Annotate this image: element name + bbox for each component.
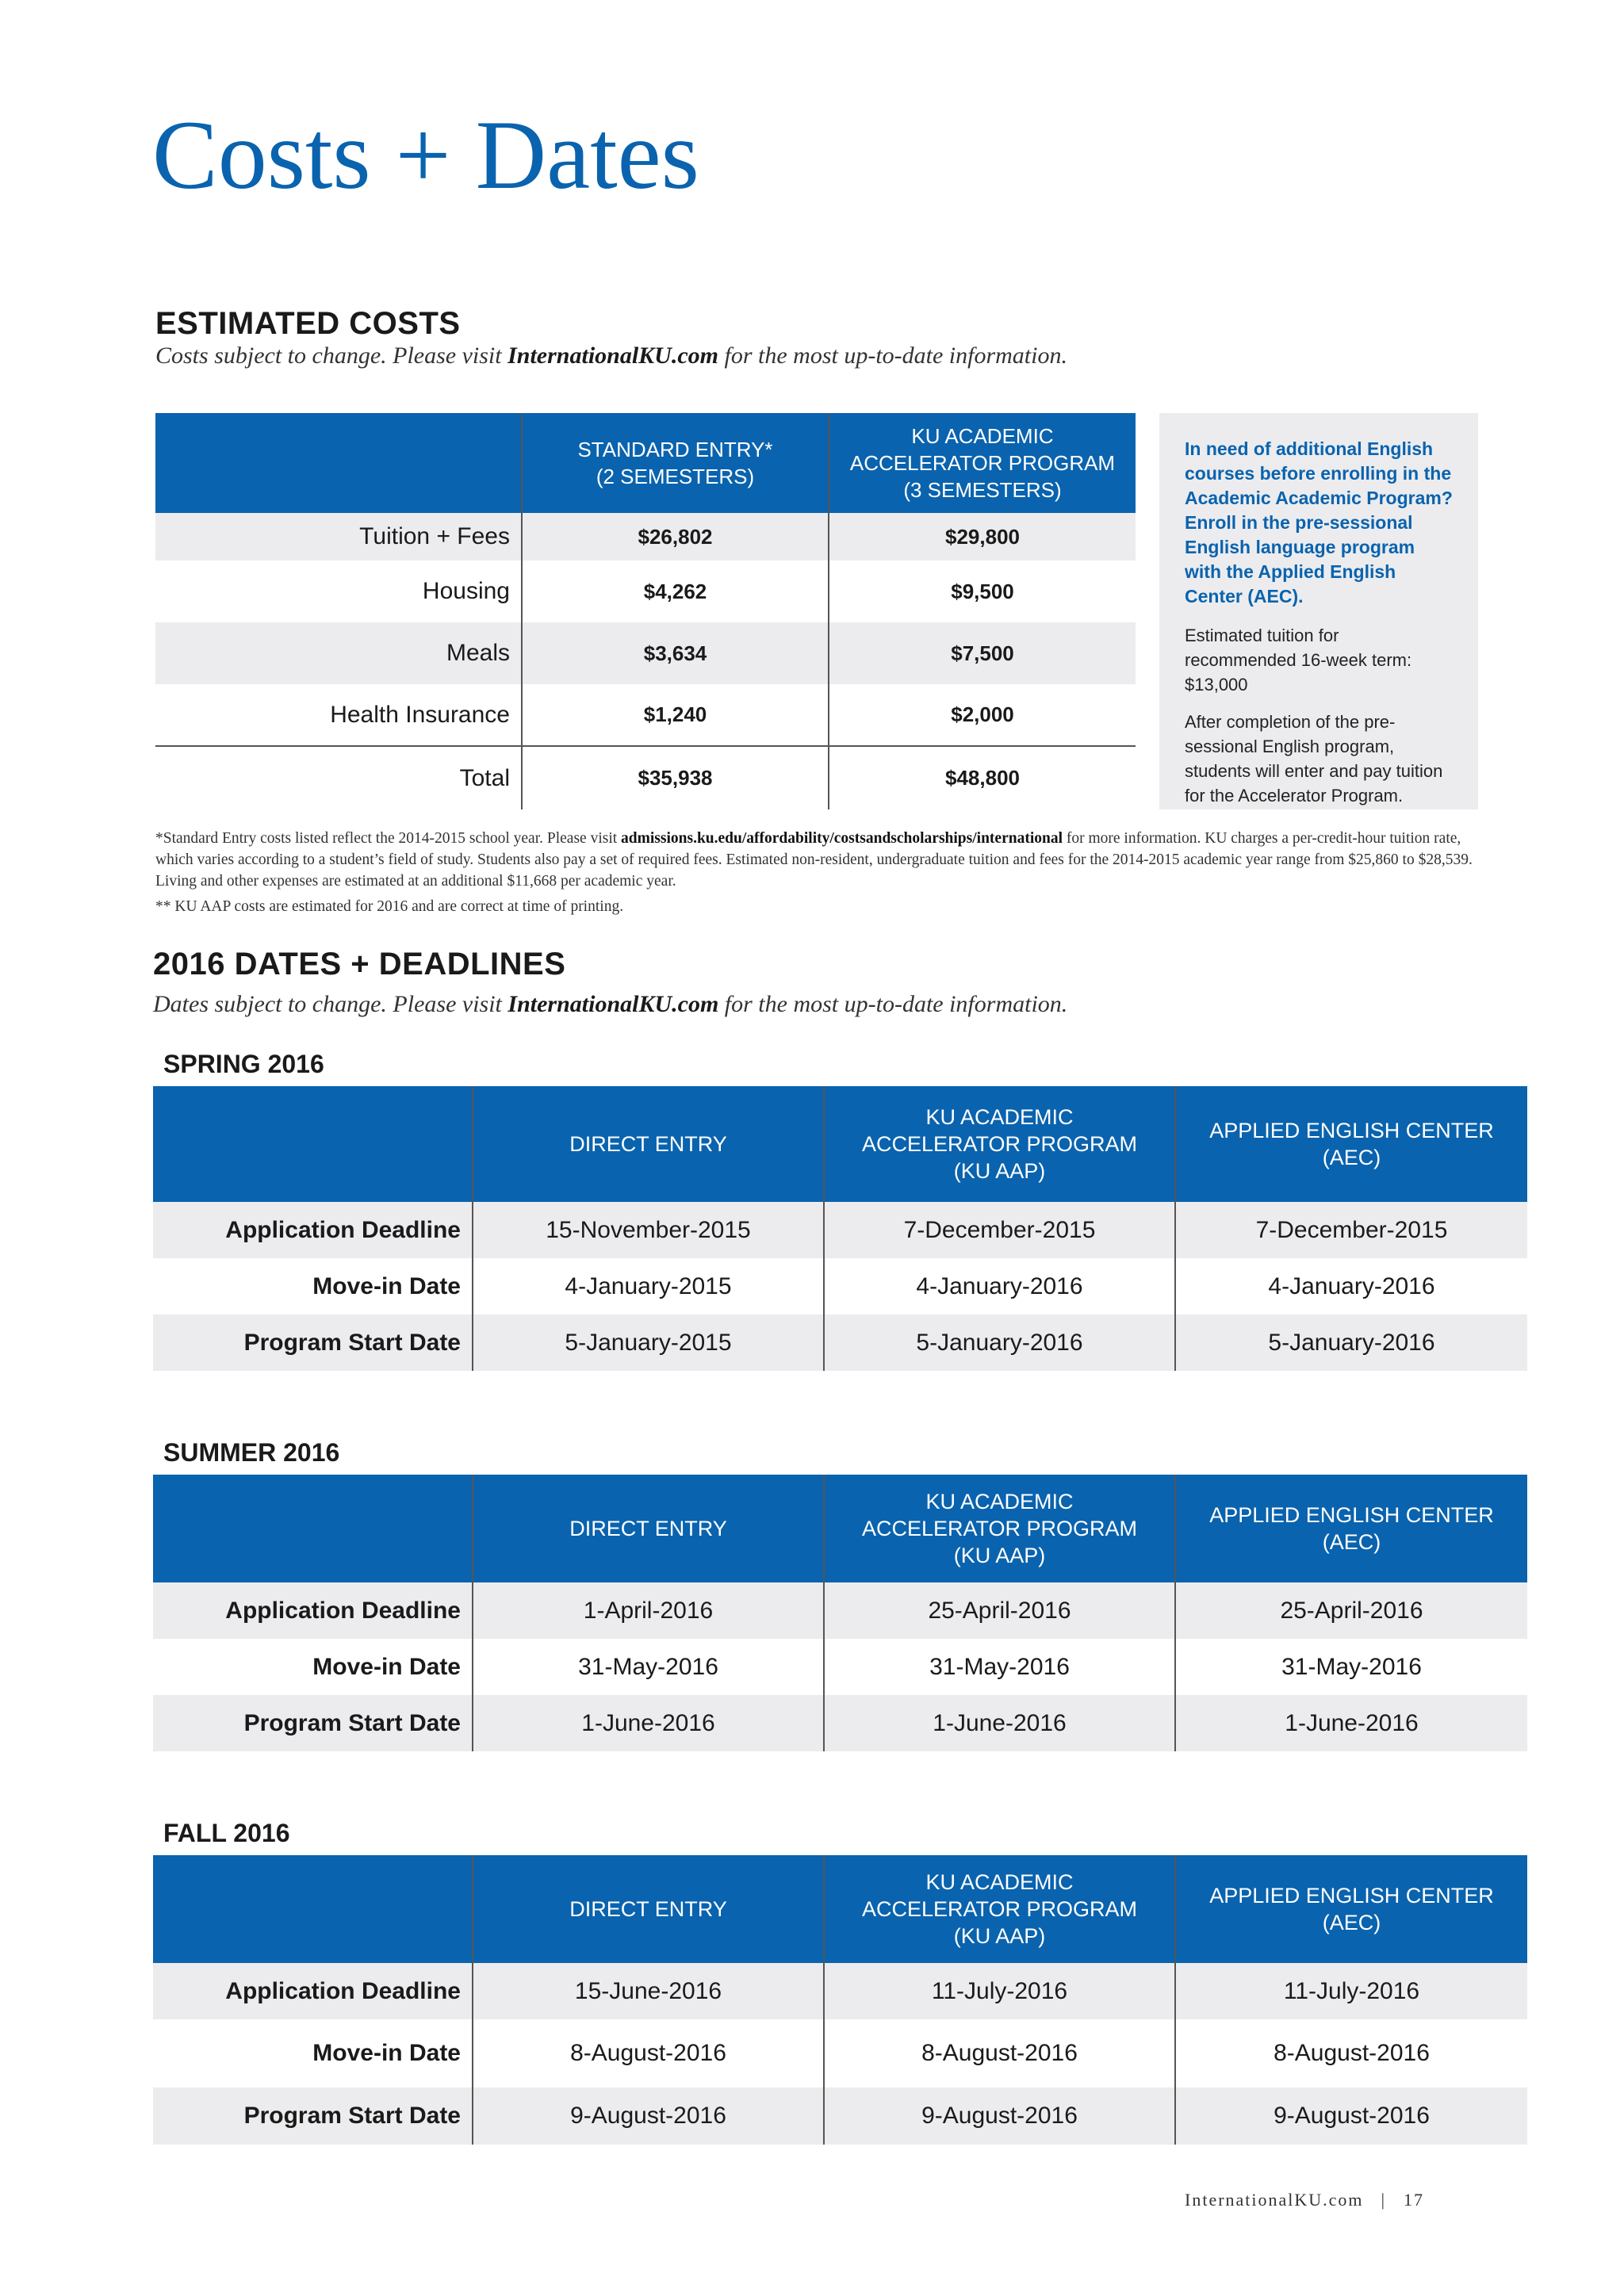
date-label: Program Start Date — [153, 1695, 473, 1751]
fall-dates-table — [153, 1855, 1527, 2145]
date-direct: 31-May-2016 — [473, 1639, 824, 1695]
header-line: ACCELERATOR PROGRAM — [861, 1132, 1138, 1156]
date-kuaap: 5-January-2016 — [824, 1314, 1175, 1371]
cost-kuaap: $2,000 — [829, 684, 1136, 746]
cost-label: Housing — [422, 578, 510, 604]
date-label: Program Start Date — [153, 1314, 473, 1371]
date-aec: 4-January-2016 — [1175, 1258, 1527, 1314]
dates-row — [153, 1695, 1527, 1751]
summer-dates-table — [153, 1475, 1527, 1751]
dates-row — [153, 1314, 1527, 1371]
header-line: (KU AAP) — [953, 1544, 1046, 1567]
footnote-text: *Standard Entry costs listed reflect the 2014-2015 school year. Please visit — [155, 830, 622, 847]
costs-table — [155, 413, 1136, 809]
cost-label: Health Insurance — [330, 701, 510, 728]
dates-subtitle — [153, 991, 1067, 1018]
cost-label: Meals — [155, 622, 522, 684]
costs-header-blank — [155, 413, 522, 513]
dates-header-direct — [473, 1855, 824, 1963]
dates-header-kuaap — [824, 1086, 1175, 1202]
header-line: DIRECT ENTRY — [569, 1517, 727, 1540]
costs-row — [155, 513, 1136, 561]
page-number: 17 — [1403, 2190, 1424, 2210]
costs-total-row — [155, 746, 1136, 809]
header-line: STANDARD ENTRY* — [577, 438, 773, 461]
dates-header-blank — [153, 1086, 473, 1202]
costs-header-row — [155, 413, 1136, 513]
cost-kuaap: $29,800 — [829, 513, 1136, 561]
date-kuaap: 25-April-2016 — [824, 1582, 1175, 1639]
date-direct: 1-April-2016 — [473, 1582, 824, 1639]
footer-site[interactable]: InternationalKU.com — [1185, 2190, 1364, 2210]
dates-header-direct — [473, 1475, 824, 1582]
date-aec: 9-August-2016 — [1175, 2087, 1527, 2145]
aec-tuition-note: Estimated tuition for recommended 16-week term: $13,000 — [1185, 626, 1412, 695]
date-direct: 15-June-2016 — [473, 1963, 824, 2019]
footer-divider: | — [1381, 2190, 1386, 2210]
dates-subtitle-suffix: for the most up-to-date information. — [718, 991, 1068, 1017]
dates-row — [153, 2087, 1527, 2145]
date-label: Move-in Date — [312, 2040, 461, 2066]
dates-row — [153, 1258, 1527, 1314]
header-line: (2 SEMESTERS) — [596, 465, 755, 488]
footnote-text: for more information. KU charges a per-credit-hour tuition rate, which varies according to a student’s field of study. Students also pay a set of required fees. Estimated non-resident, undergraduate tuition and fees for the 2014-2015 academic year range from $25,860 to $28,539. Living and other expenses are estimated at an additional $11,668 per academic year. — [155, 830, 1473, 890]
date-label: Application Deadline — [153, 1963, 473, 2019]
aec-callout: In need of additional English courses before enrolling in the Academic Academic Program? Enroll in the pre-sessional English language program with the Applied English Center (AEC). — [1185, 438, 1453, 607]
date-label: Program Start Date — [153, 2087, 473, 2145]
header-line: (KU AAP) — [953, 1159, 1046, 1183]
date-aec: 31-May-2016 — [1175, 1639, 1527, 1695]
kuaap-footnote: ** KU AAP costs are estimated for 2016 and are correct at time of printing. — [155, 898, 624, 915]
cost-standard: $35,938 — [522, 746, 829, 809]
cost-label: Tuition + Fees — [155, 513, 522, 561]
dates-header-blank — [153, 1855, 473, 1963]
date-label: Application Deadline — [153, 1202, 473, 1258]
header-line: (AEC) — [1322, 1911, 1381, 1934]
header-line: (AEC) — [1322, 1146, 1381, 1169]
header-line: (AEC) — [1322, 1530, 1381, 1554]
header-line: APPLIED ENGLISH CENTER — [1209, 1503, 1494, 1527]
date-direct: 15-November-2015 — [473, 1202, 824, 1258]
date-direct: 4-January-2015 — [473, 1258, 824, 1314]
costs-header-standard — [522, 413, 829, 513]
dates-header-aec — [1175, 1855, 1527, 1963]
summer-heading: SUMMER 2016 — [163, 1438, 340, 1467]
date-label: Move-in Date — [312, 1653, 461, 1680]
costs-row — [155, 622, 1136, 684]
dates-subtitle-prefix: Dates subject to change. Please visit — [153, 991, 508, 1017]
date-kuaap: 1-June-2016 — [824, 1695, 1175, 1751]
cost-standard: $1,240 — [522, 684, 829, 746]
date-direct: 9-August-2016 — [473, 2087, 824, 2145]
header-line: ACCELERATOR PROGRAM — [861, 1517, 1138, 1540]
page-footer — [1185, 2190, 1424, 2210]
dates-header-aec — [1175, 1475, 1527, 1582]
costs-header-kuaap — [829, 413, 1136, 513]
date-kuaap: 9-August-2016 — [824, 2087, 1175, 2145]
date-aec: 11-July-2016 — [1175, 1963, 1527, 2019]
dates-header-row — [153, 1086, 1527, 1202]
header-line: ACCELERATOR PROGRAM — [849, 451, 1116, 475]
costs-row — [155, 684, 1136, 746]
dates-row — [153, 1963, 1527, 2019]
date-aec: 8-August-2016 — [1175, 2019, 1527, 2087]
dates-header-row — [153, 1475, 1527, 1582]
date-kuaap: 11-July-2016 — [824, 1963, 1175, 2019]
header-line: KU ACADEMIC — [925, 1870, 1074, 1894]
date-direct: 5-January-2015 — [473, 1314, 824, 1371]
header-line: APPLIED ENGLISH CENTER — [1209, 1119, 1494, 1142]
header-line: KU ACADEMIC — [925, 1105, 1074, 1129]
costs-subtitle-link[interactable]: InternationalKU.com — [508, 342, 718, 369]
header-line: KU ACADEMIC — [911, 424, 1054, 448]
date-aec: 1-June-2016 — [1175, 1695, 1527, 1751]
date-kuaap: 7-December-2015 — [824, 1202, 1175, 1258]
cost-label: Total — [155, 746, 522, 809]
costs-subtitle-suffix: for the most up-to-date information. — [718, 342, 1067, 369]
header-line: (3 SEMESTERS) — [903, 478, 1062, 502]
date-kuaap: 31-May-2016 — [824, 1639, 1175, 1695]
header-line: DIRECT ENTRY — [569, 1897, 727, 1921]
aec-completion-note: After completion of the pre-sessional English program, students will enter and pay tuition for the Accelerator Program. — [1185, 712, 1443, 806]
page-title: Costs + Dates — [152, 101, 699, 209]
date-kuaap: 8-August-2016 — [824, 2019, 1175, 2087]
dates-header-aec — [1175, 1086, 1527, 1202]
dates-subtitle-link[interactable]: InternationalKU.com — [508, 991, 719, 1017]
standard-entry-footnote — [155, 828, 1480, 892]
cost-kuaap: $9,500 — [829, 561, 1136, 622]
cost-standard: $4,262 — [522, 561, 829, 622]
dates-header-kuaap — [824, 1475, 1175, 1582]
dates-heading: 2016 DATES + DEADLINES — [153, 947, 566, 982]
dates-header-direct — [473, 1086, 824, 1202]
date-aec: 7-December-2015 — [1175, 1202, 1527, 1258]
spring-dates-table — [153, 1086, 1527, 1371]
spring-heading: SPRING 2016 — [163, 1050, 324, 1078]
header-line: KU ACADEMIC — [925, 1490, 1074, 1513]
dates-row — [153, 2019, 1527, 2087]
costs-row — [155, 561, 1136, 622]
cost-kuaap: $7,500 — [829, 622, 1136, 684]
costs-subtitle — [155, 342, 1067, 369]
dates-row — [153, 1582, 1527, 1639]
aec-info-box — [1159, 413, 1478, 809]
cost-standard: $26,802 — [522, 513, 829, 561]
header-line: DIRECT ENTRY — [569, 1132, 727, 1156]
dates-row — [153, 1202, 1527, 1258]
header-line: ACCELERATOR PROGRAM — [861, 1897, 1138, 1921]
date-label: Move-in Date — [312, 1272, 461, 1299]
dates-header-row — [153, 1855, 1527, 1963]
date-kuaap: 4-January-2016 — [824, 1258, 1175, 1314]
header-line: APPLIED ENGLISH CENTER — [1209, 1884, 1494, 1908]
date-direct: 1-June-2016 — [473, 1695, 824, 1751]
dates-header-kuaap — [824, 1855, 1175, 1963]
fall-heading: FALL 2016 — [163, 1819, 290, 1847]
date-aec: 5-January-2016 — [1175, 1314, 1527, 1371]
costs-heading: ESTIMATED COSTS — [155, 306, 461, 341]
date-aec: 25-April-2016 — [1175, 1582, 1527, 1639]
costs-subtitle-prefix: Costs subject to change. Please visit — [155, 342, 508, 369]
cost-standard: $3,634 — [522, 622, 829, 684]
header-line: (KU AAP) — [953, 1924, 1046, 1948]
date-label: Application Deadline — [153, 1582, 473, 1639]
dates-header-blank — [153, 1475, 473, 1582]
admissions-link[interactable]: admissions.ku.edu/affordability/costsandscholarships/international — [621, 830, 1063, 847]
dates-row — [153, 1639, 1527, 1695]
date-direct: 8-August-2016 — [473, 2019, 824, 2087]
cost-kuaap: $48,800 — [829, 746, 1136, 809]
